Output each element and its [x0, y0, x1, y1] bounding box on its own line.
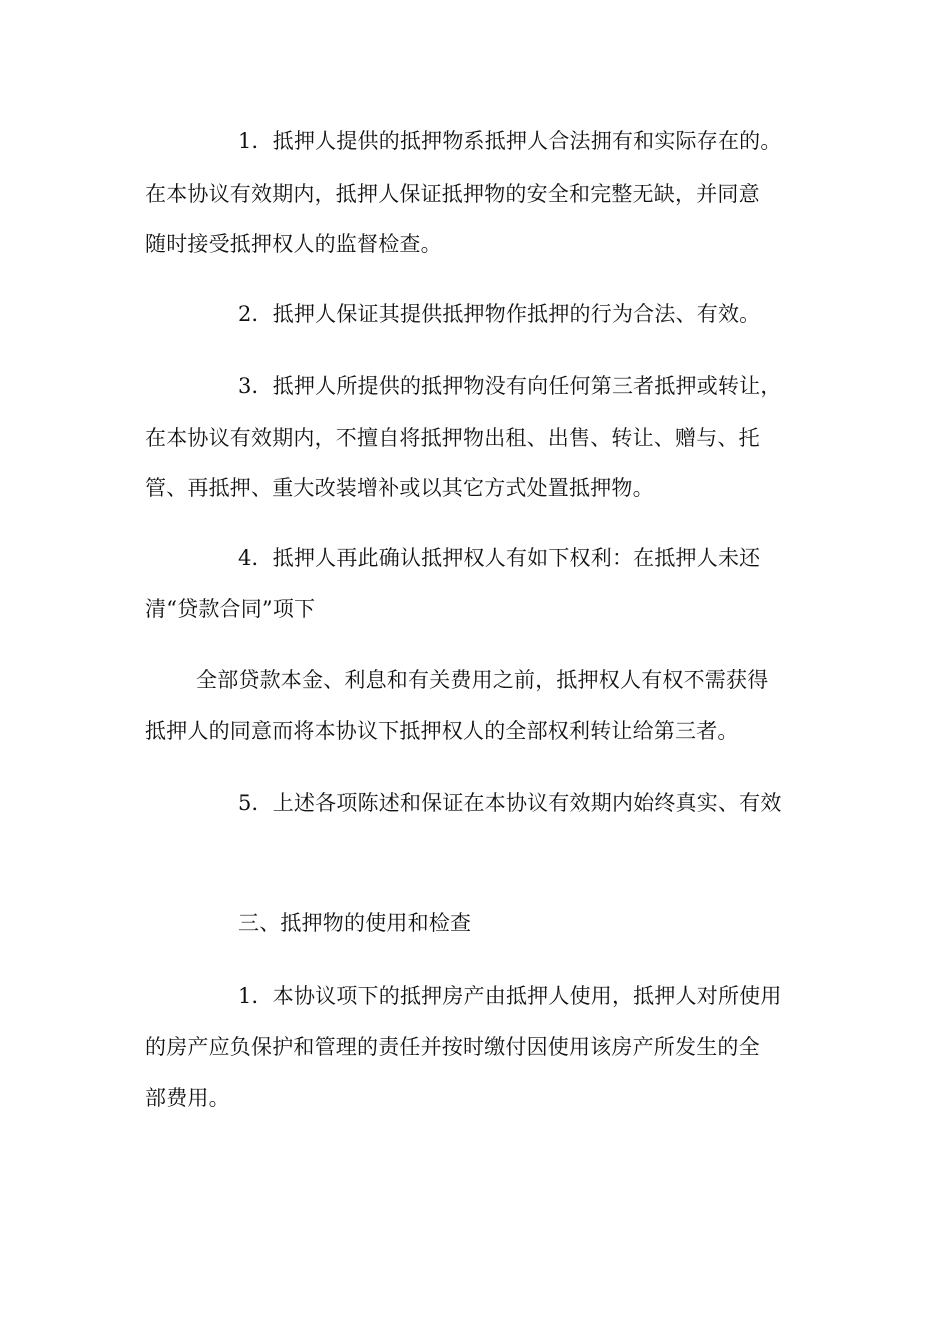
paragraph-1-line-3: 随时接受抵押权人的监督检查。 [145, 232, 442, 256]
paragraph-4-line-2: 清“贷款合同”项下 [145, 597, 316, 621]
paragraph-3-line-2: 在本协议有效期内，不擅自将抵押物出租、出售、转让、赠与、托 [145, 426, 760, 450]
section-heading: 三、抵押物的使用和检查 [238, 911, 472, 935]
paragraph-8-line-3: 部费用。 [145, 1086, 230, 1110]
paragraph-8-line-2: 的房产应负保护和管理的责任并按时缴付因使用该房产所发生的全 [145, 1035, 760, 1059]
paragraph-1-line-1: 1．抵押人提供的抵押物系抵押人合法拥有和实际存在的。 [238, 129, 782, 153]
paragraph-3-line-1: 3．抵押人所提供的抵押物没有向任何第三者抵押或转让， [238, 374, 782, 398]
paragraph-5-line-2: 抵押人的同意而将本协议下抵押权人的全部权利转让给第三者。 [145, 719, 739, 743]
paragraph-2-line-1: 2．抵押人保证其提供抵押物作抵押的行为合法、有效。 [238, 302, 761, 326]
paragraph-5-line-1: 全部贷款本金、利息和有关费用之前，抵押权人有权不需获得 [196, 668, 769, 692]
paragraph-8-line-1: 1．本协议项下的抵押房产由抵押人使用，抵押人对所使用 [238, 984, 782, 1008]
paragraph-6-line-1: 5．上述各项陈述和保证在本协议有效期内始终真实、有效 [238, 791, 782, 815]
paragraph-4-line-1: 4．抵押人再此确认抵押权人有如下权利：在抵押人未还 [238, 546, 761, 570]
paragraph-3-line-3: 管、再抵押、重大改装增补或以其它方式处置抵押物。 [145, 476, 654, 500]
paragraph-1-line-2: 在本协议有效期内，抵押人保证抵押物的安全和完整无缺，并同意 [145, 182, 760, 206]
